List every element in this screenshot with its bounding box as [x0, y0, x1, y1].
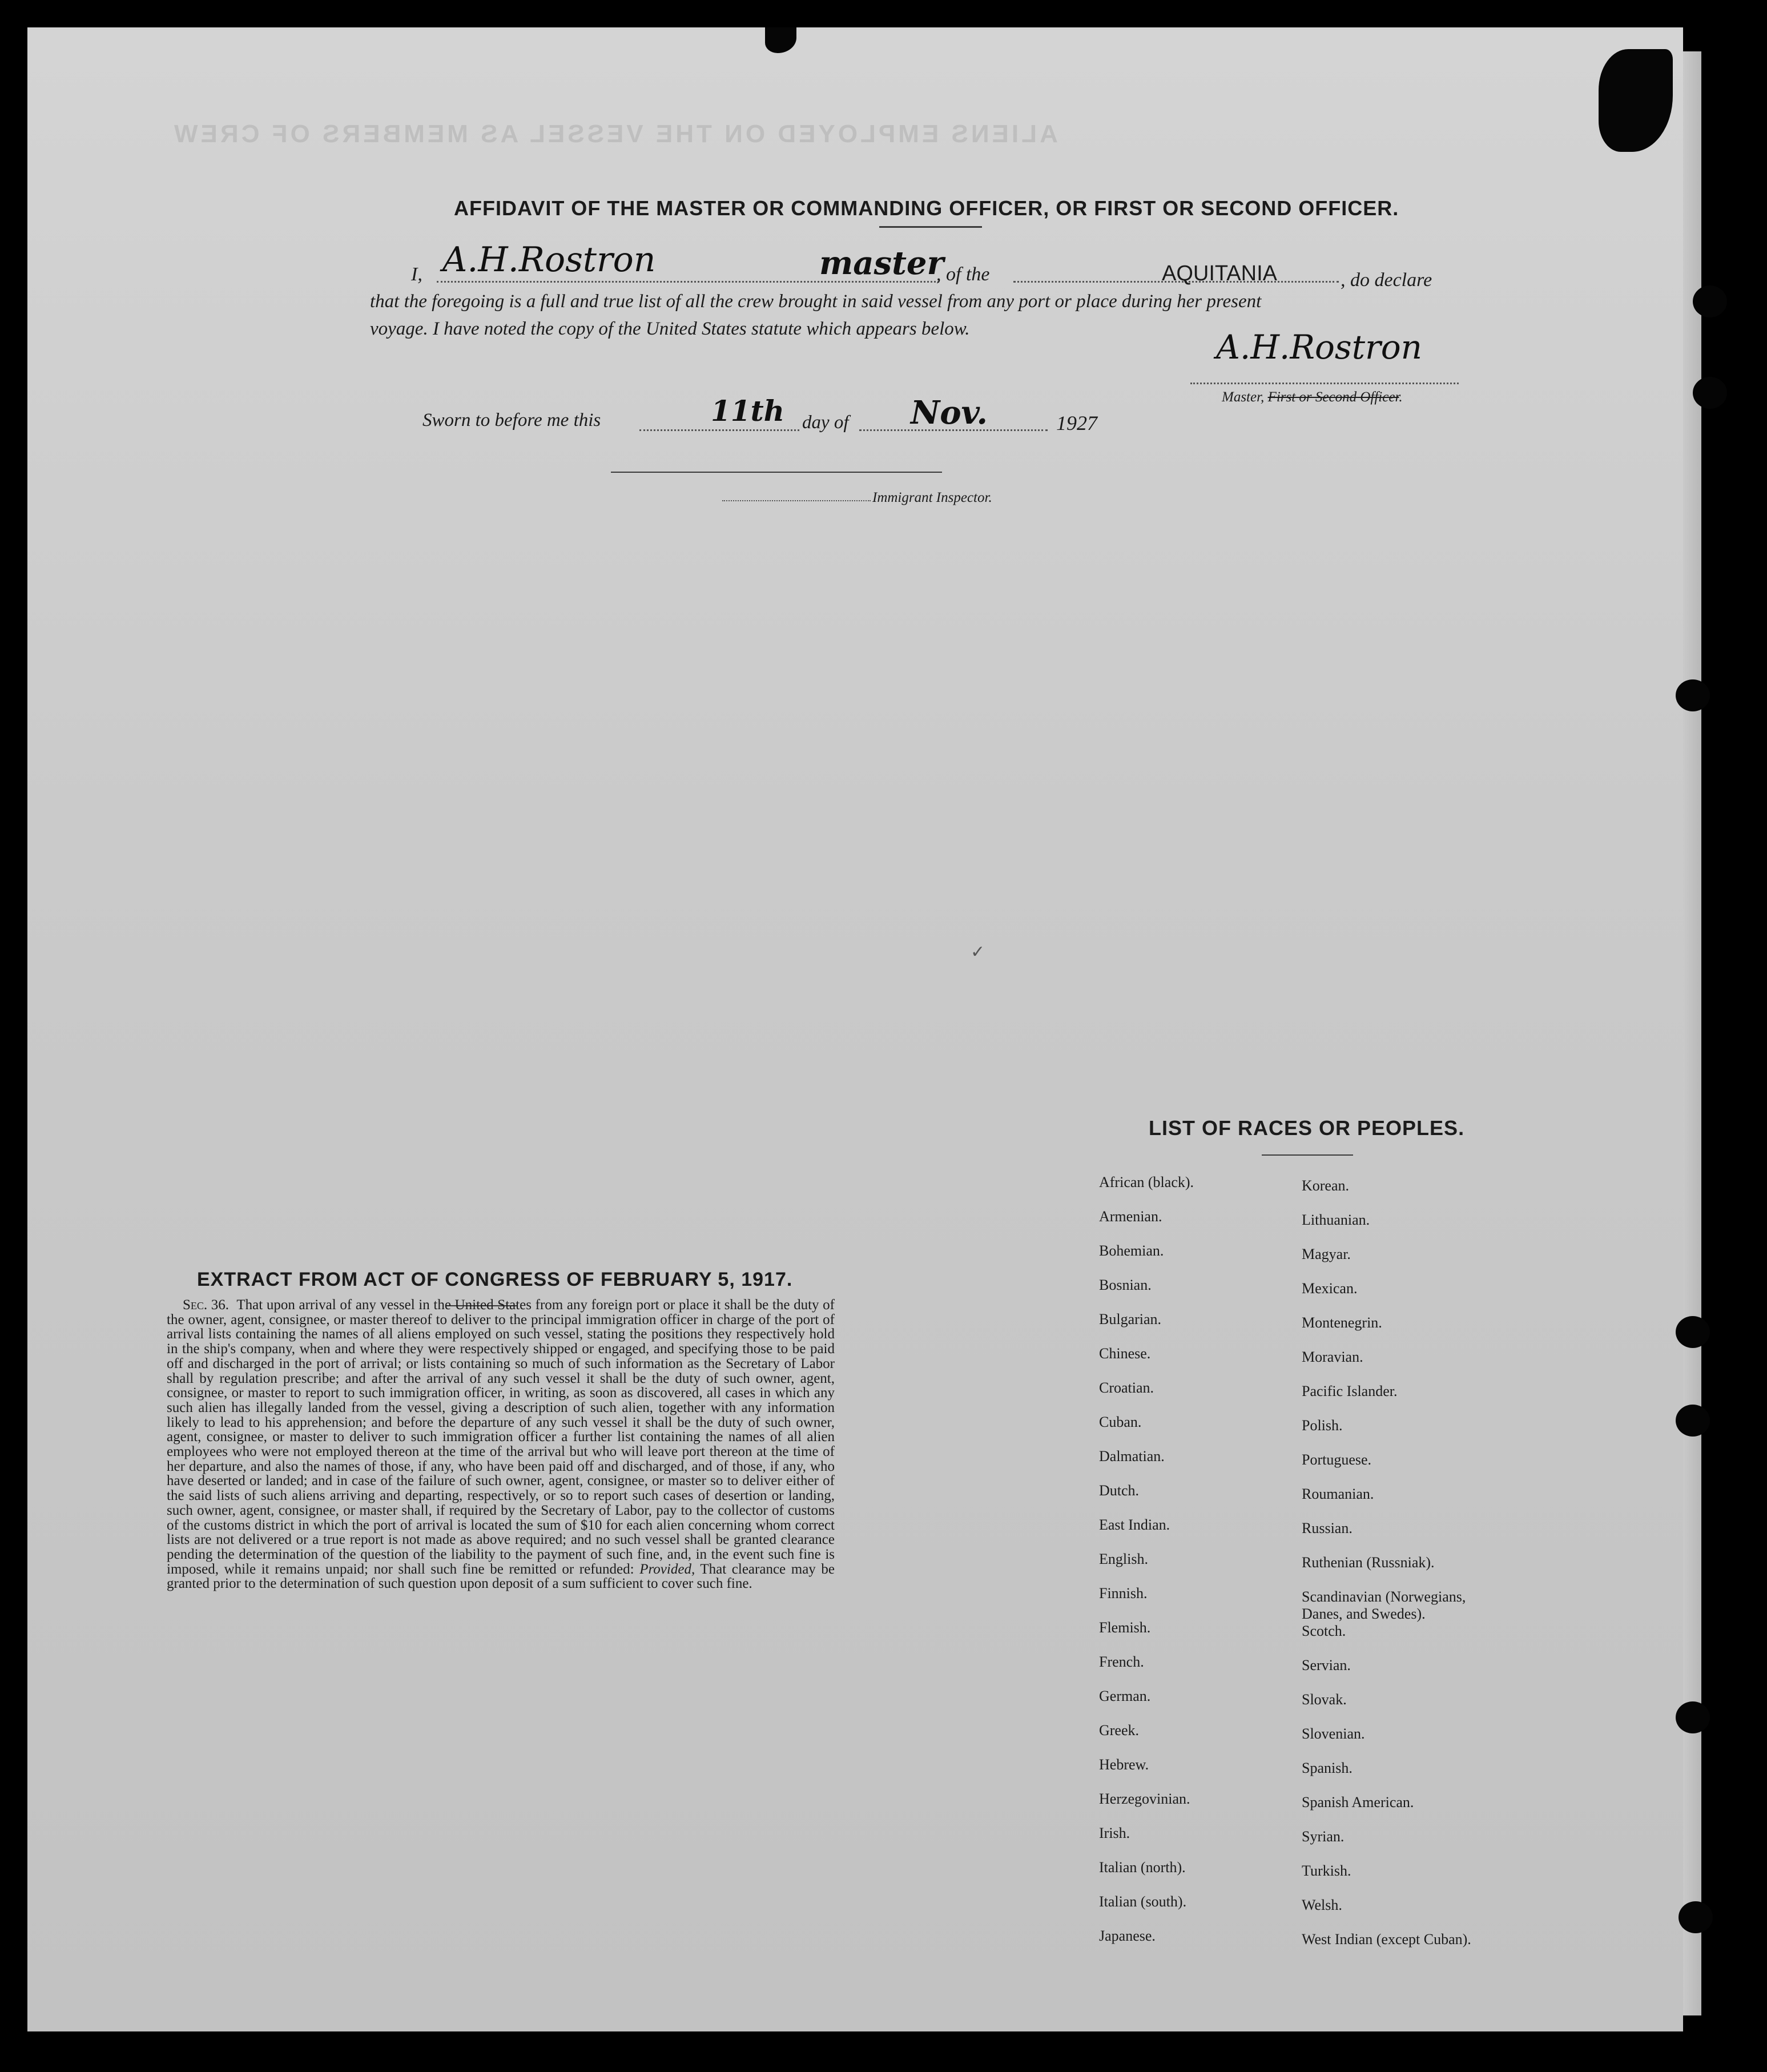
race-item: Japanese.	[1099, 1928, 1156, 1944]
punch-hole	[1679, 1901, 1713, 1933]
race-item: Greek.	[1099, 1722, 1140, 1739]
races-list-right	[1302, 1177, 1471, 1965]
do-declare-label: , do declare	[1341, 269, 1432, 291]
signature-line	[1190, 383, 1459, 384]
punch-hole	[1693, 377, 1727, 409]
race-item: Moravian.	[1302, 1349, 1363, 1365]
race-item: Montenegrin.	[1302, 1314, 1382, 1331]
heading-rule	[879, 226, 982, 228]
punch-hole	[1676, 1701, 1710, 1733]
race-item: Flemish.	[1099, 1619, 1151, 1636]
races-rule	[1262, 1154, 1353, 1156]
race-item: Slovenian.	[1302, 1725, 1365, 1742]
race-item: Scandinavian (Norwegians, Danes, and Swedes).	[1302, 1588, 1466, 1622]
race-item: Magyar.	[1302, 1246, 1351, 1262]
race-item: Bohemian.	[1099, 1242, 1164, 1259]
race-item: English.	[1099, 1551, 1148, 1567]
race-item: German.	[1099, 1688, 1151, 1704]
punch-hole	[1676, 1316, 1710, 1348]
race-item: Cuban.	[1099, 1414, 1142, 1430]
statute-text	[167, 1298, 835, 1591]
race-item: Bosnian.	[1099, 1277, 1152, 1293]
race-item: Italian (south).	[1099, 1893, 1187, 1910]
sworn-month: Nov.	[911, 394, 988, 432]
race-item: Portuguese.	[1302, 1451, 1372, 1468]
master-signature: A.H.Rostron	[1216, 328, 1422, 367]
races-heading: LIST OF RACES OR PEOPLES.	[1149, 1116, 1465, 1140]
race-item: Turkish.	[1302, 1862, 1351, 1879]
proviso-word: Provided,	[639, 1561, 695, 1577]
declaration-line-2: voyage. I have noted the copy of the United States statute which appears below.	[370, 319, 970, 339]
sworn-day: 11th	[711, 394, 785, 428]
vessel-name: AQUITANIA	[1162, 261, 1277, 285]
statute-body: That upon arrival of any vessel in the United States from any foreign port or place it shall be the duty of the owner, agent, consignee, or master thereof to deliver to the principal immigration officer in charge of the port of arrival lists containing the names of all aliens employed on such vessel, stating the positions they respectively hold in the ship's company, when and where they were respectively shipped or engaged, and specifying those to be paid off and discharged in the port of arrival; or lists containing so much of such information as the Secretary of Labor shall by regulation prescribe; and after the arrival of any such vessel it shall be the duty of such owner, agent, consignee, or master to report to such immigration officer, in writing, as soon as discovered, all cases in which any such alien has illegally landed from the vessel, giving a description of such alien, together with any information likely to lead to his apprehension; and before the departure of any such vessel it shall be the duty of such owner, agent, consignee, or master to deliver to such immigration officer a further list containing the names of all alien employees who were not employed thereon at the time of the arrival but who will leave port thereon at the time of her departure, and also the names of those, if any, who have been paid off and discharged, and of those, if any, who have deserted or landed; and in case of the failure of such owner, agent, consignee, or master so to deliver either of the said lists of such aliens arriving and departing, respectively, or so to report such cases of desertion or landing, such owner, agent, consignee, or master shall, if required by the Secretary of Labor, pay to the collector of customs of the customs district in which the port of arrival is located the sum of $10 for each alien concerning whom correct lists are not delivered or a true report is not made as above required; and no such vessel shall be granted clearance pending the determination of the question of the liability to the payment of such fine, and, in the event such fine is imposed, while it remains unpaid; nor shall such fine be remitted or refunded:	[167, 1297, 835, 1577]
signature-caption: Master, First or Second Officer.	[1222, 389, 1403, 405]
bleed-through: ALIENS EMPLOYED ON THE VESSEL AS MEMBERS OF CREW	[171, 120, 1058, 148]
race-item: Dalmatian.	[1099, 1448, 1165, 1465]
punch-hole	[1693, 285, 1727, 317]
race-item: West Indian (except Cuban).	[1302, 1931, 1471, 1948]
race-item: Russian.	[1302, 1520, 1353, 1536]
race-item: Mexican.	[1302, 1280, 1358, 1297]
race-item: Finnish.	[1099, 1585, 1148, 1602]
race-item: Ruthenian (Russniak).	[1302, 1554, 1435, 1571]
day-of-label: day of	[802, 412, 849, 433]
race-item: Irish.	[1099, 1825, 1130, 1841]
affidavit-heading: AFFIDAVIT OF THE MASTER OR COMMANDING OFFICER, OR FIRST OR SECOND OFFICER.	[454, 196, 1399, 220]
inspector-caption: Immigrant Inspector.	[872, 490, 992, 505]
race-item: Slovak.	[1302, 1691, 1347, 1708]
race-item: East Indian.	[1099, 1516, 1170, 1533]
race-item: Italian (north).	[1099, 1859, 1186, 1876]
race-item: Dutch.	[1099, 1482, 1140, 1499]
race-item: Hebrew.	[1099, 1756, 1149, 1773]
race-item: Spanish.	[1302, 1760, 1353, 1776]
declaration-line-1: that the foregoing is a full and true list of all the crew brought in said vessel from any port or place during her present	[370, 291, 1262, 312]
sworn-day-line	[639, 429, 799, 431]
race-item: Polish.	[1302, 1417, 1343, 1434]
race-item: Spanish American.	[1302, 1794, 1414, 1811]
race-item: Chinese.	[1099, 1345, 1151, 1362]
race-item: Syrian.	[1302, 1828, 1345, 1845]
race-item: Welsh.	[1302, 1897, 1342, 1913]
extract-heading: EXTRACT FROM ACT OF CONGRESS OF FEBRUARY 5, 1917.	[197, 1269, 793, 1290]
race-item: Pacific Islander.	[1302, 1383, 1398, 1399]
race-item: Lithuanian.	[1302, 1212, 1370, 1228]
race-item: Bulgarian.	[1099, 1311, 1162, 1327]
inspector-rule	[611, 472, 942, 473]
punch-hole	[1676, 1405, 1710, 1437]
race-item: Croatian.	[1099, 1379, 1154, 1396]
race-item: African (black).	[1099, 1174, 1194, 1190]
race-item: Roumanian.	[1302, 1486, 1374, 1502]
inspector-line	[722, 500, 871, 501]
race-item: Herzegovinian.	[1099, 1791, 1190, 1807]
i-label: I,	[411, 264, 422, 285]
race-item: Korean.	[1302, 1177, 1350, 1194]
race-item: Scotch.	[1302, 1623, 1346, 1639]
punch-hole	[1676, 679, 1710, 711]
race-item: Servian.	[1302, 1657, 1351, 1673]
section-label: Sec. 36.	[183, 1297, 230, 1313]
name-handwritten: A.H.Rostron	[442, 240, 656, 280]
races-list-left	[1099, 1174, 1194, 1962]
race-item: French.	[1099, 1653, 1144, 1670]
of-the-label: , of the	[936, 264, 990, 285]
race-item: Armenian.	[1099, 1208, 1162, 1225]
statute-proviso: That clearance may be granted prior to the determination of such question upon deposit of a sum sufficient to cover such fine.	[167, 1561, 835, 1592]
rank-handwritten: master	[819, 244, 944, 282]
sworn-year: 1927	[1056, 412, 1097, 434]
stray-mark: ✓	[971, 943, 985, 961]
sworn-label: Sworn to before me this	[422, 410, 601, 431]
